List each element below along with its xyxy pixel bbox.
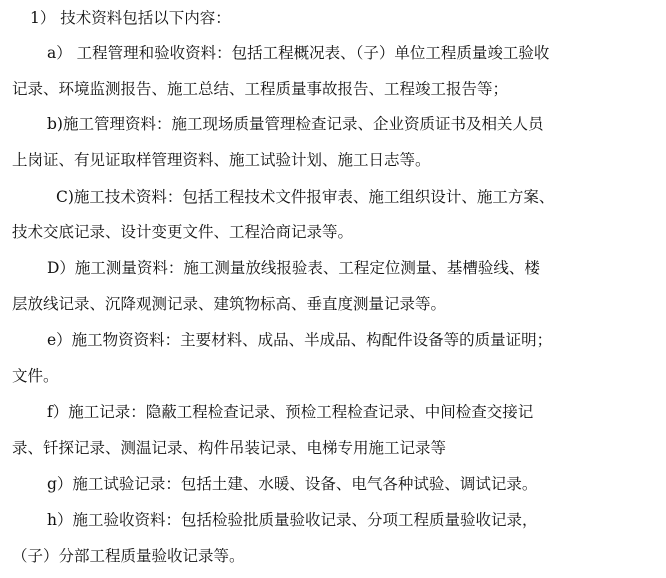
item-b-line-1: b)施工管理资料：施工现场质量管理检查记录、企业资质证书及相关人员 — [47, 115, 544, 133]
item-d-line-2: 层放线记录、沉降观测记录、建筑物标高、垂直度测量记录等。 — [12, 295, 447, 313]
item-f-line-1: f）施工记录：隐蔽工程检查记录、预检工程检查记录、中间检查交接记 — [47, 403, 534, 421]
item-h-line-1: h）施工验收资料：包括检验批质量验收记录、分项工程质量验收记录， — [47, 511, 538, 529]
item-f-line-2: 录、钎探记录、测温记录、构件吊装记录、电梯专用施工记录等 — [12, 439, 447, 457]
item-h-line-2: （子）分部工程质量验收记录等。 — [12, 547, 245, 565]
item-d-line-1: D）施工测量资料：施工测量放线报验表、工程定位测量、基槽验线、楼 — [47, 259, 540, 277]
section-heading: 1） 技术资料包括以下内容： — [30, 9, 231, 27]
item-e-line-1: e）施工物资资料：主要材料、成品、半成品、构配件设备等的质量证明； — [47, 331, 553, 349]
item-c-line-1: C)施工技术资料：包括工程技术文件报审表、施工组织设计、施工方案、 — [56, 188, 555, 206]
item-a-line-1: a） 工程管理和验收资料：包括工程概况表、（子）单位工程质量竣工验收 — [47, 44, 550, 62]
item-a-line-2: 记录、环境监测报告、施工总结、工程质量事故报告、工程竣工报告等； — [12, 80, 509, 98]
item-c-line-2: 技术交底记录、设计变更文件、工程洽商记录等。 — [12, 223, 354, 241]
item-e-line-2: 文件。 — [12, 367, 59, 385]
item-g-line-1: g）施工试验记录：包括土建、水暖、设备、电气各种试验、调试记录。 — [47, 475, 538, 493]
item-b-line-2: 上岗证、有见证取样管理资料、施工试验计划、施工日志等。 — [12, 151, 431, 169]
